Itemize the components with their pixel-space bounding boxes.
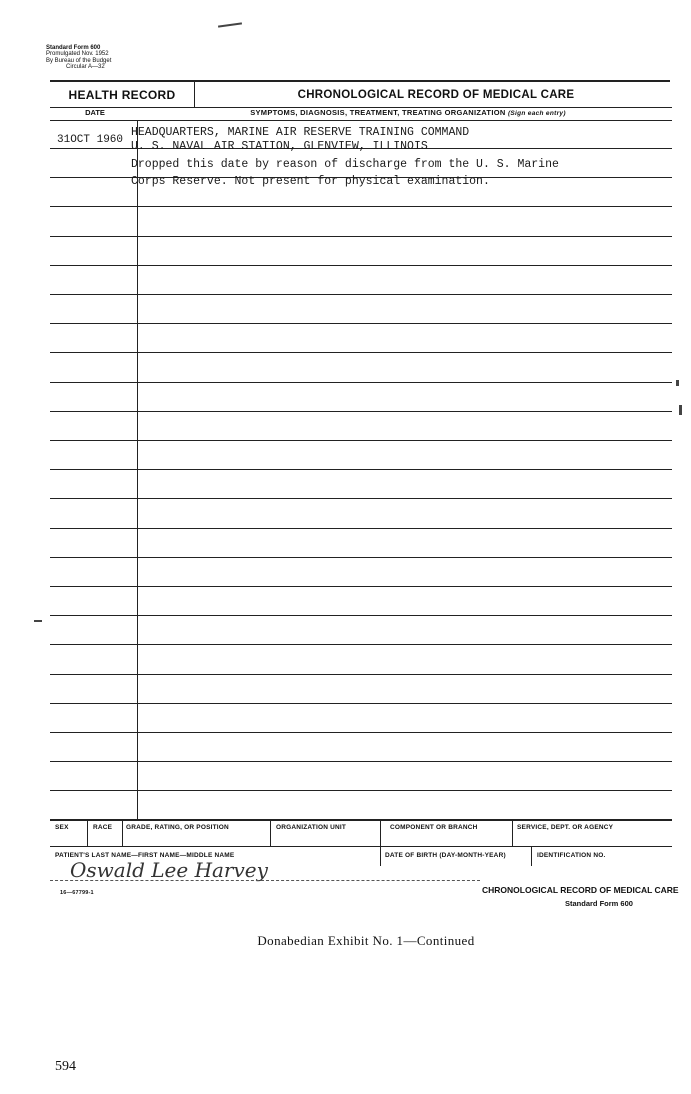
symptoms-column-note: (Sign each entry) [507, 110, 566, 117]
ruled-line [50, 790, 672, 791]
fields-bottom-rule [50, 880, 480, 882]
margin-mark [676, 380, 679, 386]
ruled-line [50, 498, 672, 499]
form-info-line2: Promulgated Nov. 1952 [46, 51, 109, 58]
page-number: 594 [55, 1059, 76, 1074]
race-label: RACE [93, 824, 113, 831]
id-no-label: IDENTIFICATION NO. [537, 852, 606, 859]
patient-signature: Oswald Lee Harvey [70, 858, 268, 882]
header-divider [194, 82, 195, 107]
ruled-line [50, 294, 672, 295]
field-divider-sex [87, 820, 88, 846]
entry-line-3: Dropped this date by reason of discharge from the U. S. Marine [131, 158, 559, 171]
ruled-line [50, 586, 672, 587]
field-divider-race [122, 820, 123, 846]
org-unit-label: ORGANIZATION UNIT [276, 824, 347, 831]
ruled-line [50, 265, 672, 266]
footer-form-number: Standard Form 600 [565, 899, 633, 908]
column-header-rule [50, 120, 672, 121]
form-info-line4: Circular A—32 [66, 64, 105, 71]
sex-label: SEX [55, 824, 69, 831]
component-label: COMPONENT OR BRANCH [390, 824, 478, 831]
form-title: CHRONOLOGICAL RECORD OF MEDICAL CARE [297, 89, 575, 101]
ruled-line [50, 469, 672, 470]
symptoms-column-label: SYMPTOMS, DIAGNOSIS, TREATMENT, TREATING ORGANIZATION [250, 108, 506, 117]
entry-line-2: U. S. NAVAL AIR STATION, GLENVIEW, ILLINOIS [131, 140, 428, 153]
entry-line-4: Corps Reserve. Not present for physical examination. [131, 175, 490, 188]
grade-label: GRADE, RATING, OR POSITION [126, 824, 229, 831]
form-info-line3: By Bureau of the Budget [46, 57, 112, 64]
ruled-line [50, 440, 672, 441]
ruled-line [50, 528, 672, 529]
ruled-line [50, 644, 672, 645]
fields-top-rule [50, 819, 672, 821]
header-top-rule [50, 80, 670, 82]
top-scribble [218, 22, 242, 27]
patient-name-label: PATIENT'S LAST NAME—FIRST NAME—MIDDLE NAME [55, 852, 235, 859]
ruled-line [50, 382, 672, 383]
exhibit-caption: Donabedian Exhibit No. 1—Continued [257, 933, 475, 948]
ruled-line [50, 703, 672, 704]
ruled-line [50, 761, 672, 762]
health-record-title: HEALTH RECORD [68, 88, 176, 102]
entry-date: 31OCT 1960 [57, 134, 124, 146]
ruled-line [50, 323, 672, 324]
ruled-line [50, 732, 672, 733]
field-divider-grade [270, 820, 271, 846]
fields-mid-rule [50, 846, 672, 847]
ruled-line [50, 557, 672, 558]
field-divider-org [380, 820, 381, 866]
symptoms-column-header [140, 108, 676, 117]
print-code: 16—67799-1 [60, 890, 94, 896]
margin-mark [679, 405, 682, 415]
entry-line-1: HEADQUARTERS, MARINE AIR RESERVE TRAINING COMMAND [131, 126, 470, 139]
service-label: SERVICE, DEPT. OR AGENCY [517, 824, 614, 831]
ruled-line [50, 615, 672, 616]
margin-mark [34, 620, 42, 622]
field-divider-component [512, 820, 513, 846]
date-column-divider [137, 120, 138, 820]
ruled-line [50, 411, 672, 412]
ruled-line [50, 236, 672, 237]
ruled-line [50, 206, 672, 207]
field-divider-dob [531, 846, 532, 866]
form-info [46, 45, 111, 71]
date-column-header: DATE [85, 108, 105, 117]
dob-label: DATE OF BIRTH (DAY-MONTH-YEAR) [385, 852, 506, 859]
ruled-line [50, 352, 672, 353]
ruled-line [50, 674, 672, 675]
footer-form-title: CHRONOLOGICAL RECORD OF MEDICAL CARE [482, 885, 679, 895]
form-info-line1: Standard Form 600 [46, 45, 101, 51]
